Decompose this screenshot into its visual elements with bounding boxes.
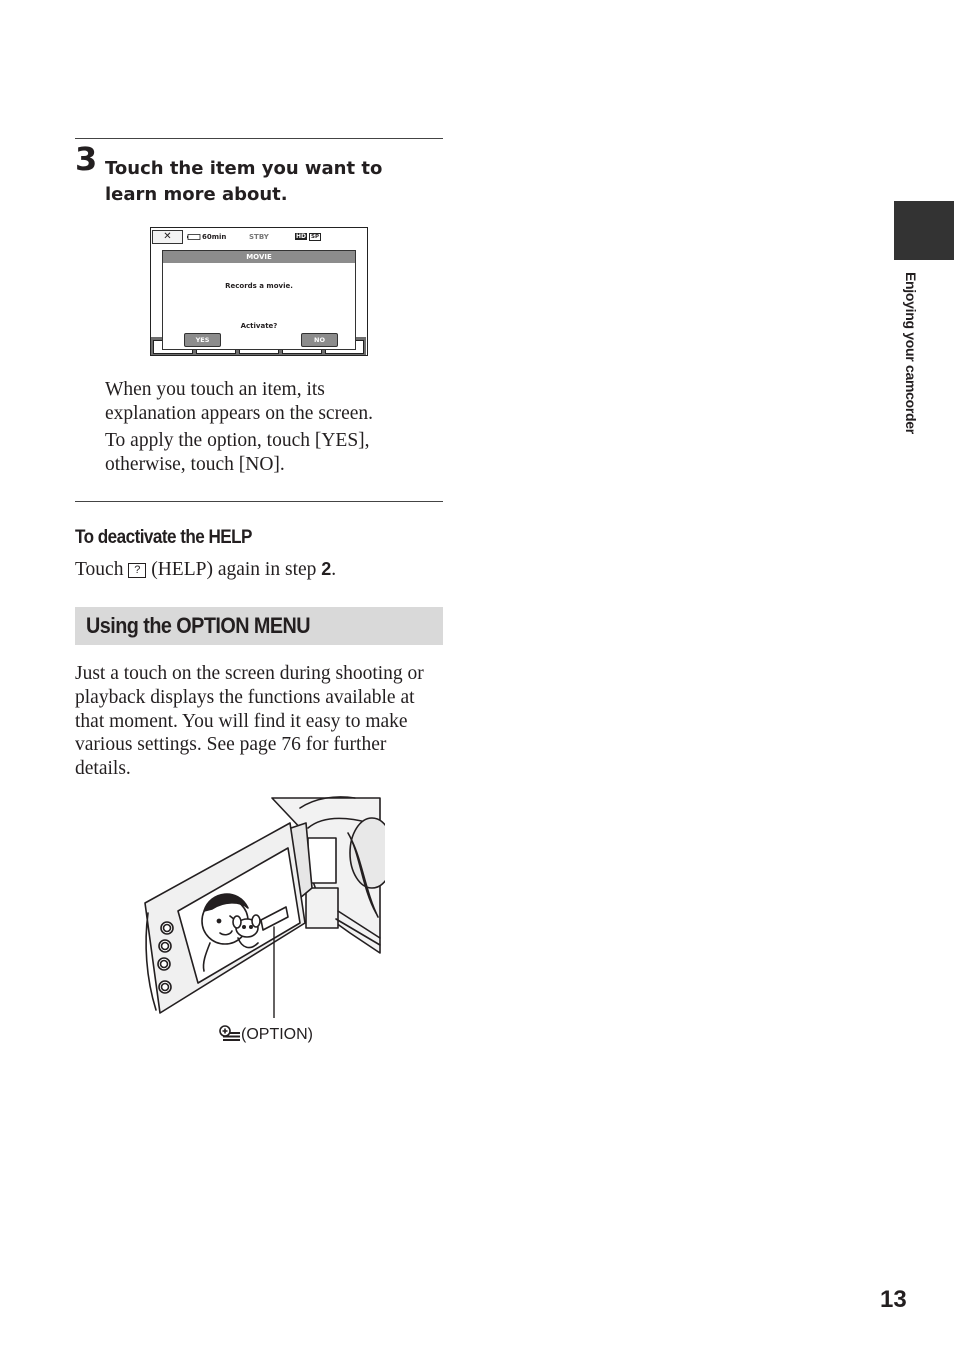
explanation-paragraph-2: To apply the option, touch [YES], otherwise, touch [NO]. <box>105 430 370 475</box>
deactivate-text-before: Touch <box>75 559 129 580</box>
battery-icon <box>187 234 201 240</box>
option-icon <box>219 1025 241 1041</box>
battery-time: 60min <box>202 233 227 241</box>
deactivate-text-after: . <box>331 559 337 580</box>
deactivate-heading: To deactivate the HELP <box>75 527 252 548</box>
mode-status: STBY <box>249 233 269 241</box>
camcorder-illustration <box>140 793 385 1018</box>
dialog-title: MOVIE <box>163 251 355 263</box>
step-reference: 2 <box>321 559 332 579</box>
help-icon: ? <box>128 563 146 578</box>
help-dialog <box>162 250 356 350</box>
dialog-message: Records a movie. <box>225 282 293 290</box>
sp-badge: SP <box>311 234 319 240</box>
section-divider <box>75 501 443 502</box>
section-title: Using the OPTION MENU <box>86 613 311 638</box>
explanation-paragraph-1: When you touch an item, its explanation appears on the screen. <box>105 379 374 424</box>
yes-button[interactable]: YES <box>184 333 221 347</box>
lcd-screenshot <box>150 227 368 356</box>
page-number: 13 <box>880 1286 907 1313</box>
option-label-text: (OPTION) <box>241 1026 313 1043</box>
deactivate-instruction <box>75 558 443 582</box>
close-icon[interactable]: ✕ <box>152 230 183 244</box>
no-button[interactable]: NO <box>301 333 338 347</box>
chapter-tab <box>894 201 954 260</box>
lcd-status-bar <box>151 228 366 246</box>
dialog-question: Activate? <box>240 322 278 330</box>
deactivate-text-middle: (HELP) again in step <box>146 559 322 580</box>
step-number: 3 <box>75 140 98 178</box>
hd-badge: HD <box>296 233 307 240</box>
top-divider <box>75 138 443 139</box>
option-menu-paragraph: Just a touch on the screen during shooting or playback displays the functions available at that moment. You will find it easy to make various settings. See page 76 for further details. <box>75 663 424 780</box>
step-instruction: Touch the item you want to learn more about. <box>105 158 383 205</box>
option-callout <box>219 1025 313 1044</box>
chapter-label: Enjoying your camcorder <box>903 272 919 434</box>
